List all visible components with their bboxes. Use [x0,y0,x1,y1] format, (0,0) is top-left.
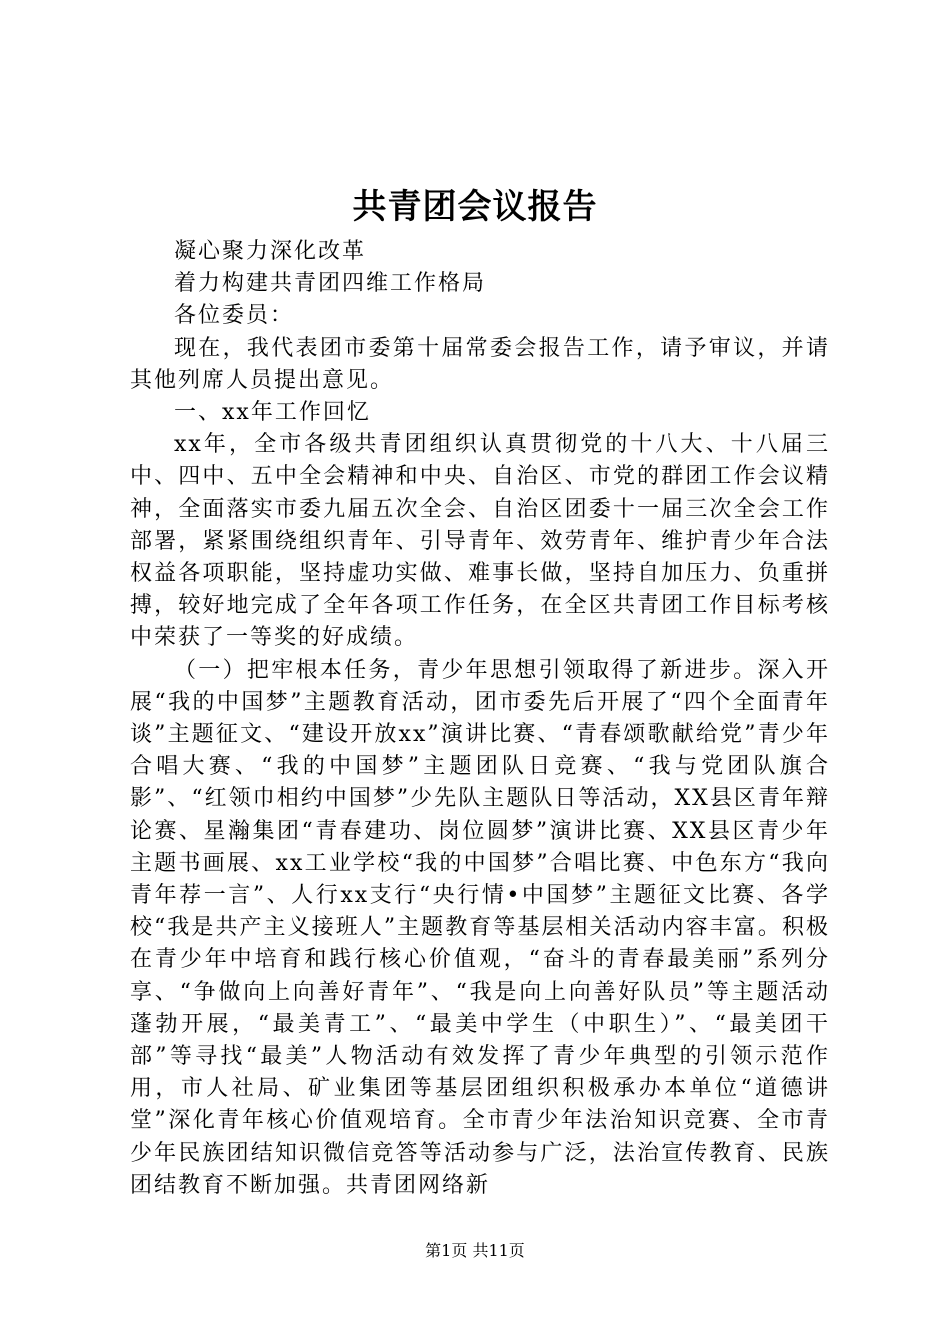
paragraph-subtitle-2: 着力构建共青团四维工作格局 [174,271,487,297]
paragraph-intro: 现在，我代表团市委第十届常委会报告工作，请予审议，并请其他列席人员提出意见。 [130,335,830,393]
paragraph-section-1: （一）把牢根本任务，青少年思想引领取得了新进步。深入开展“我的中国梦”主题教育活动，团市委先后开展了“四个全面青年谈”主题征文、“建设开放xx”演讲比赛、“青春颂歌献给党”青少年合唱大赛、“我的中国梦”主题团队日竞赛、“我与党团队旗合影”、“红领巾相约中国梦”少先队主题队日等活动，XX县区青年辩论赛、星瀚集团“青春建功、岗位圆梦”演讲比赛、XX县区青少年主题书画展、xx工业学校“我的中国梦”合唱比赛、中色东方“我向青年荐一言”、人行xx支行“央行情•中国梦”主题征文比赛、各学校“我是共产主义接班人”主题教育等基层相关活动内容丰富。积极在青少年中培育和践行核心价值观，“奋斗的青春最美丽”系列分享、“争做向上向善好青年”、“我是向上向善好队员”等主题活动蓬勃开展，“最美青工”、“最美中学生（中职生）”、“最美团干部”等寻找“最美”人物活动有效发挥了青少年典型的引领示范作用，市人社局、矿业集团等基层团组织积极承办本单位“道德讲堂”深化青年核心价值观培育。全市青少年法治知识竞赛、全市青少年民族团结知识微信竞答等活动参与广泛，法治宣传教育、民族团结教育不断加强。共青团网络新 [130,657,830,1198]
document-body [130,236,830,1202]
paragraph-subtitle-1: 凝心聚力深化改革 [174,239,367,264]
section-heading: 一、xx年工作回忆 [174,400,371,426]
document-title: 共青团会议报告 [352,187,598,227]
paragraph-review: xx年，全市各级共青团组织认真贯彻党的十八大、十八届三中、四中、五中全会精神和中央、自治区、市党的群团工作会议精神，全面落实市委九届五次全会、自治区团委十一届三次全会工作部署，紧紧围绕组织青年、引导青年、效劳青年、维护青少年合法权益各项职能，坚持虚功实做、难事长做，坚持自加压力、负重拼搏，较好地完成了全年各项工作任务，在全区共青团工作目标考核中荣获了一等奖的好成绩。 [130,432,830,651]
page-number-footer: 第1页 共11页 [425,1241,525,1260]
paragraph-salutation: 各位委员： [174,303,295,329]
